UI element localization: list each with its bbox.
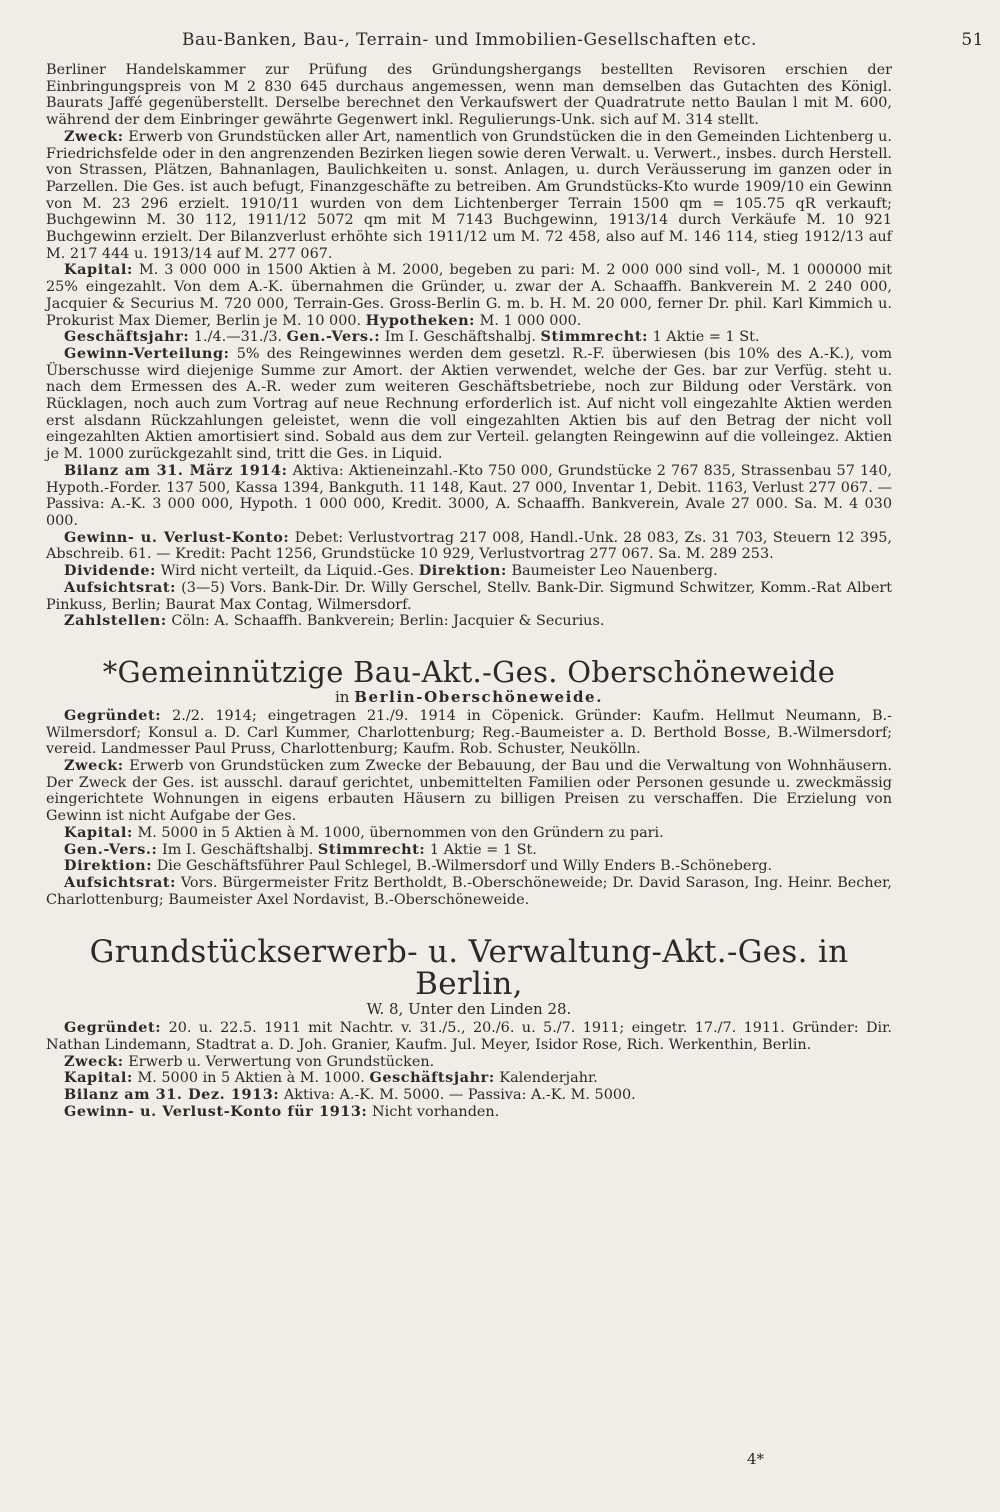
stimm-label: Stimmrecht: <box>540 328 648 346</box>
bilanz-text: Aktiva: Aktieneinzahl.-Kto 750 000, Grundstücke 2 767 835, Strassenbau 57 140, Hypoth.-Forder. 137 500, Kassa 1394, Bankguth. 11 148, Kaut. 27 000, Inventar 1, Debit. 1163, Verlust 277 067. — Passiva: A.-K. 3 000 000, Hypoth. 1 000 000, Kredit. 3000, A. Schaaffh. Bankverein, Avale 27 000. Sa. M. 4 030 000. <box>46 462 892 529</box>
entry1-kapital <box>46 262 892 329</box>
gv-label: Gen.-Vers.: <box>286 328 381 346</box>
bilanz-label: Bilanz am 31. März 1914: <box>64 461 288 479</box>
stimm-text: 1 Aktie = 1 St. <box>429 841 537 858</box>
hypotheken-label: Hypotheken: <box>365 311 476 329</box>
gegruendet-text: 2./2. 1914; eingetragen 21./9. 1914 in Cöpenick. Gründer: Kaufm. Hellmut Neumann, B.-Wilmersdorf; Konsul a. D. Carl Kummer, Charlottenburg; Reg.-Baumeister a. D. Berthold Bosse, B.-Wilmersdorf; vereid. Landmesser Paul Pruss, Charlottenburg; Kaufm. Rob. Schuster, Neukölln. <box>46 707 892 758</box>
kapital-text: M. 5000 in 5 Aktien à M. 1000, übernommen von den Gründern zu pari. <box>137 824 664 841</box>
gj-label: Geschäftsjahr: <box>369 1069 495 1087</box>
entry3-kapital <box>46 1070 892 1087</box>
kapital-label: Kapital: <box>64 1069 133 1087</box>
guv-text: Debet: Verlustvortrag 217 008, Handl.-Unk. 28 083, Zs. 31 703, Steuern 12 395, Abschreib. 61. — Kredit: Pacht 1256, Grundstücke 10 929, Verlustvortrag 277 067. Sa. M. 289 253. <box>46 529 893 563</box>
zweck-text: Erwerb von Grundstücken aller Art, namentlich von Grundstücken die in den Gemeinden Lichtenberg u. Friedrichsfelde oder in den angrenzenden Bezirken liegen sowie deren Verwalt. u. Verwert., insbes. durch Herstell. von Strassen, Plätzen, Bahnanlagen, Baulichkeiten u. sonst. Anlagen, u. durch Veräusserung im ganzen oder in Parzellen. Die Ges. ist auch befugt, Finanzgeschäfte zu betreiben. Am Grundstücks-Kto wurde 1909/10 ein Gewinn von M. 23 296 erzielt. 1910/11 wurden von dem Lichtenberger Terrain 1500 qm = 105.75 qR verkauft; Buchgewinn M. 30 112, 1911/12 5072 qm mit M 7143 Buchgewinn, 1913/14 durch Verkäufe M. 10 921 Buchgewinn erzielt. Der Bilanzverlust erhöhte sich 1911/12 um M. 72 458, also auf M. 146 114, stieg 1912/13 auf M. 217 444 u. 1913/14 auf M. 277 067. <box>46 128 892 262</box>
kapital-text: M. 3 000 000 in 1500 Aktien à M. 2000, begeben zu pari: M. 2 000 000 sind voll-, M. 1 000000 mit 25% eingezahlt. Von dem A.-K. übernahmen die Gründer, u. zwar der A. Schaaffh. Bankverein M. 2 240 000, Jacquier & Securius M. 720 000, Terrain-Ges. Gross-Berlin G. m. b. H. M. 20 000, ferner Dr. phil. Karl Kimmich u. Prokurist Max Diemer, Berlin je M. 10 000. <box>46 262 892 329</box>
entry-terrain-lichtenberg <box>46 62 892 630</box>
entry2-gegruendet <box>46 708 892 758</box>
entry1-gewinn-verteilung <box>46 346 892 463</box>
direktion-label: Direktion: <box>418 562 507 580</box>
stimm-text: 1 Aktie = 1 St. <box>652 329 760 346</box>
entry2-location <box>46 688 892 706</box>
zweck-text: Erwerb von Grundstücken zum Zwecke der Bebauung, der Bau und die Verwaltung von Wohnhäusern. Der Zweck der Ges. ist ausschl. darauf gerichtet, unbemittelten Familien oder Personen gesunde u. zweckmässig eingerichtete Wohnungen in eigens erbauten Häusern zu billigen Preisen zu verschaffen. Die Erzielung von Gewinn ist nicht Aufgabe der Ges. <box>46 758 893 825</box>
entry2-zweck <box>46 758 892 825</box>
zweck-label: Zweck: <box>64 127 124 145</box>
kapital-label: Kapital: <box>64 823 133 841</box>
gj-text: 1./4.—31./3. <box>193 329 283 346</box>
entry1-zweck <box>46 129 892 263</box>
guv-text: Nicht vorhanden. <box>372 1103 500 1120</box>
hypotheken-text: M. 1 000 000. <box>479 312 582 329</box>
gv-text: Im I. Geschäftshalbj. <box>384 329 536 346</box>
ar-text: (3—5) Vors. Bank-Dir. Dr. Willy Gerschel, Stellv. Bank-Dir. Sigmund Schwitzer, Komm.-Rat Albert Pinkuss, Berlin; Baurat Max Contag, Wilmersdorf. <box>46 579 892 613</box>
ar-label: Aufsichtsrat: <box>64 578 177 596</box>
gv-text: Im I. Geschäftshalbj. <box>162 841 314 858</box>
gv-label: Gen.-Vers.: <box>64 840 158 858</box>
gegruendet-text: 20. u. 22.5. 1911 mit Nachtr. v. 31./5., 20./6. u. 5./7. 1911; eingetr. 17./7. 1911. Gründer: Dir. Nathan Lindemann, Stadtrat a. D. Joh. Granier, Kaufm. Jul. Meyer, Isidor Rose, Rich. Werkenthin, Berlin. <box>46 1020 893 1054</box>
location-prefix: in <box>334 687 350 706</box>
entry1-zahlstellen <box>46 613 892 630</box>
entry1-intro: Berliner Handelskammer zur Prüfung des Gründungshergangs bestellten Revisoren erschien der Einbringungspreis von M 2 830 645 durchaus angemessen, wenn man demselben das Gutachten des Königl. Baurats Jaffé gegenüberstellt. Derselbe berechnet den Verkaufswert der Quadratrute netto Baulan l mit M. 600, während der dem Einbringer gewährte Gegenwert inkl. Regulierungs-Unk. sich auf M. 314 stellt. <box>46 62 892 129</box>
gj-label: Geschäftsjahr: <box>64 328 190 346</box>
page-header-title: Bau-Banken, Bau-, Terrain- und Immobilien-Gesellschaften etc. <box>182 30 757 50</box>
entry3-zweck <box>46 1054 892 1071</box>
kapital-text: M. 5000 in 5 Aktien à M. 1000. <box>137 1070 365 1087</box>
gewinn-text: 5% des Reingewinnes werden dem gesetzl. R.-F. überwiesen (bis 10% des A.-K.), vom Überschusse wird diejenige Summe zur Amort. der Aktien verwendet, welche der Ges. bar zur Verfüg. steht u. nach dem Ermessen des A.-R. weder zum weiteren Geschäftsbetriebe, noch zur Bildung oder Verstärk. von Rücklagen, noch auch zum Vortrag auf neue Rechnung erforderlich ist. Auf nicht voll eingezahlte Aktien werden erst alsdann Rückzahlungen geleistet, wenn die voll eingezahlten Aktien bis auf den Betrag der nicht voll eingezahlten Aktien amortisiert sind. Sobald aus dem zur Verteil. gelangten Reingewinn auf die volleingez. Aktien je M. 1000 zurückgezahlt sind, tritt die Ges. in Liquid. <box>46 345 892 463</box>
zweck-text: Erwerb u. Verwertung von Grundstücken. <box>128 1053 435 1070</box>
ar-label: Aufsichtsrat: <box>64 873 177 891</box>
ar-text: Vors. Bürgermeister Fritz Bertholdt, B.-Oberschöneweide; Dr. David Sarason, Ing. Heinr. Becher, Charlottenburg; Baumeister Axel Nordavist, B.-Oberschöneweide. <box>46 874 892 908</box>
entry-grundstueckserwerb-ag <box>46 936 892 1120</box>
entry3-bilanz <box>46 1087 892 1104</box>
dividende-label: Dividende: <box>64 562 156 580</box>
gegruendet-label: Gegründet: <box>64 706 162 724</box>
entry1-guv <box>46 530 892 563</box>
page-number: 51 <box>961 30 984 50</box>
zahlstellen-label: Zahlstellen: <box>64 612 167 630</box>
gewinn-label: Gewinn-Verteilung: <box>64 344 230 362</box>
bilanz-text: Aktiva: A.-K. M. 5000. — Passiva: A.-K. M. 5000. <box>283 1087 636 1104</box>
entry2-direktion <box>46 858 892 875</box>
entry-gemeinnuetzige-bau-ag <box>46 656 892 908</box>
guv-label: Gewinn- u. Verlust-Konto: <box>64 528 290 546</box>
direktion-label: Direktion: <box>64 857 153 875</box>
gegruendet-label: Gegründet: <box>64 1019 162 1037</box>
entry3-guv <box>46 1104 892 1121</box>
entry3-address: W. 8, Unter den Linden 28. <box>366 1000 572 1019</box>
kapital-label: Kapital: <box>64 261 133 279</box>
zweck-label: Zweck: <box>64 757 124 775</box>
entry2-title: *Gemeinnützige Bau-Akt.-Ges. Oberschöneweide <box>102 654 836 689</box>
direktion-text: Baumeister Leo Nauenberg. <box>511 563 718 580</box>
guv-label: Gewinn- u. Verlust-Konto für 1913: <box>64 1102 368 1120</box>
dividende-text: Wird nicht verteilt, da Liquid.-Ges. <box>160 563 415 580</box>
entry1-aufsichtsrat <box>46 580 892 613</box>
entry2-kapital <box>46 825 892 842</box>
signature-mark: 4* <box>746 1450 764 1468</box>
entry1-geschaeftsjahr <box>46 329 892 346</box>
zweck-label: Zweck: <box>64 1052 124 1070</box>
direktion-text: Die Geschäftsführer Paul Schlegel, B.-Wilmersdorf und Willy Enders B.-Schöneberg. <box>156 858 773 875</box>
entry3-title: Grundstückserwerb- u. Verwaltung-Akt.-Ges. in Berlin, <box>89 934 849 1003</box>
gj-text: Kalenderjahr. <box>499 1070 598 1087</box>
location-name: Berlin-Oberschöneweide. <box>354 687 604 706</box>
entry2-gen-vers <box>46 842 892 859</box>
entry2-aufsichtsrat <box>46 875 892 908</box>
zahlstellen-text: Cöln: A. Schaaffh. Bankverein; Berlin: Jacquier & Securius. <box>171 613 605 630</box>
entry1-bilanz <box>46 463 892 530</box>
entry1-dividende <box>46 563 892 580</box>
bilanz-label: Bilanz am 31. Dez. 1913: <box>64 1086 280 1104</box>
running-head <box>182 30 984 50</box>
stimm-label: Stimmrecht: <box>317 840 426 858</box>
entry3-gegruendet <box>46 1020 892 1053</box>
